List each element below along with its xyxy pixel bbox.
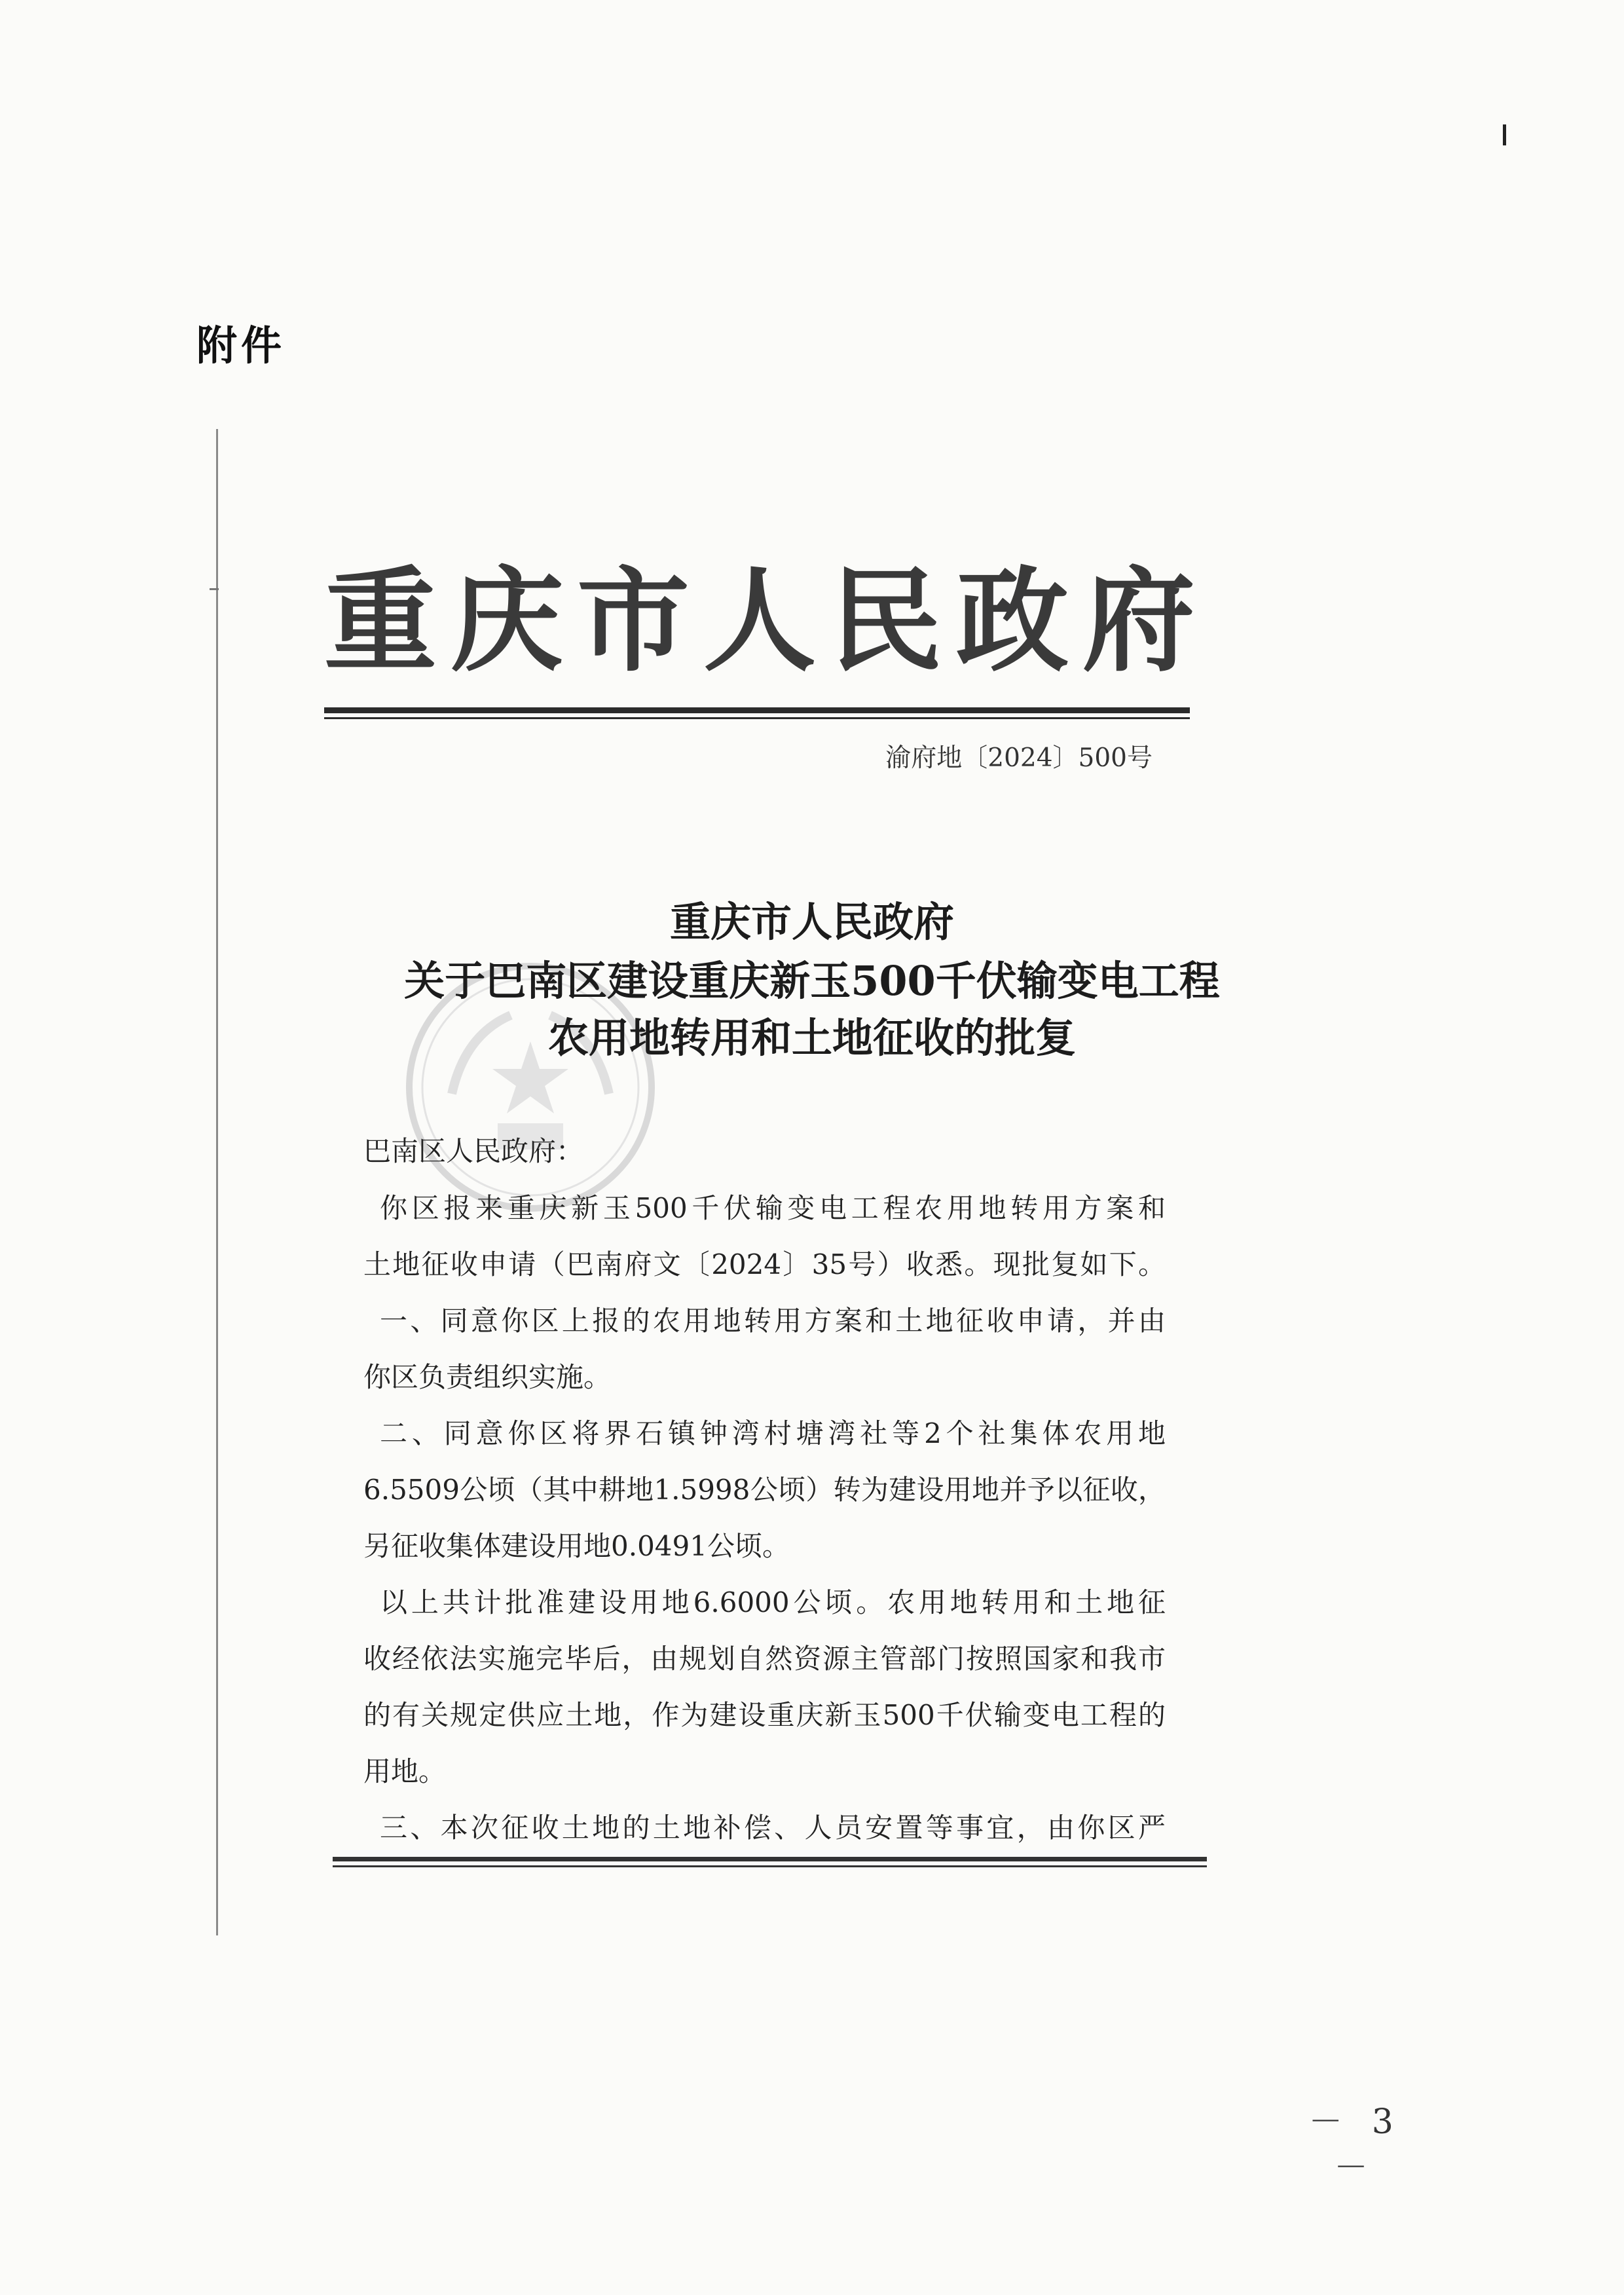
- document-title-line-3: 农用地转用和土地征收的批复: [547, 1014, 1076, 1062]
- body-line: 土地征收申请（巴南府文〔2024〕35号）收悉。现批复如下。: [363, 1248, 1166, 1280]
- document-number: 渝府地〔2024〕500号: [885, 743, 1153, 773]
- footer-rule-thin: [333, 1865, 1207, 1867]
- body-line: 一、同意你区上报的农用地转用方案和土地征收申请，并由: [380, 1305, 1166, 1337]
- binding-tick: [210, 588, 219, 590]
- body-line: 以上共计批准建设用地6.6000公顷。农用地转用和土地征: [380, 1586, 1166, 1618]
- body-line: 6.5509公顷（其中耕地1.5998公顷）转为建设用地并予以征收，: [363, 1474, 1166, 1506]
- document-title-line-1: 重庆市人民政府: [669, 898, 954, 946]
- footer-rule-thick: [333, 1857, 1207, 1861]
- letterhead-rule-thick: [324, 707, 1190, 713]
- document-title-line-2: 关于巴南区建设重庆新玉500千伏输变电工程: [404, 957, 1220, 1005]
- body-line: 你区报来重庆新玉500千伏输变电工程农用地转用方案和: [380, 1192, 1166, 1224]
- letterhead-title: 重庆市人民政府: [324, 554, 1195, 687]
- body-line: 三、本次征收土地的土地补偿、人员安置等事宜，由你区严: [380, 1812, 1166, 1844]
- scan-mark: [1503, 124, 1506, 145]
- body-line: 你区负责组织实施。: [363, 1361, 612, 1393]
- letterhead-rule-thin: [324, 717, 1190, 719]
- salutation: 巴南区人民政府：: [363, 1135, 584, 1167]
- body-line: 二、同意你区将界石镇钟湾村塘湾社等2个社集体农用地: [380, 1417, 1166, 1449]
- attachment-label: 附件: [196, 322, 286, 369]
- binding-line: [216, 429, 218, 1935]
- page-number: － 3 －: [1308, 2102, 1403, 2188]
- body-line: 收经依法实施完毕后，由规划自然资源主管部门按照国家和我市: [363, 1643, 1166, 1675]
- body-line: 的有关规定供应土地，作为建设重庆新玉500千伏输变电工程的: [363, 1699, 1166, 1731]
- body-line: 另征收集体建设用地0.0491公顷。: [363, 1530, 790, 1562]
- body-line: 用地。: [363, 1755, 447, 1787]
